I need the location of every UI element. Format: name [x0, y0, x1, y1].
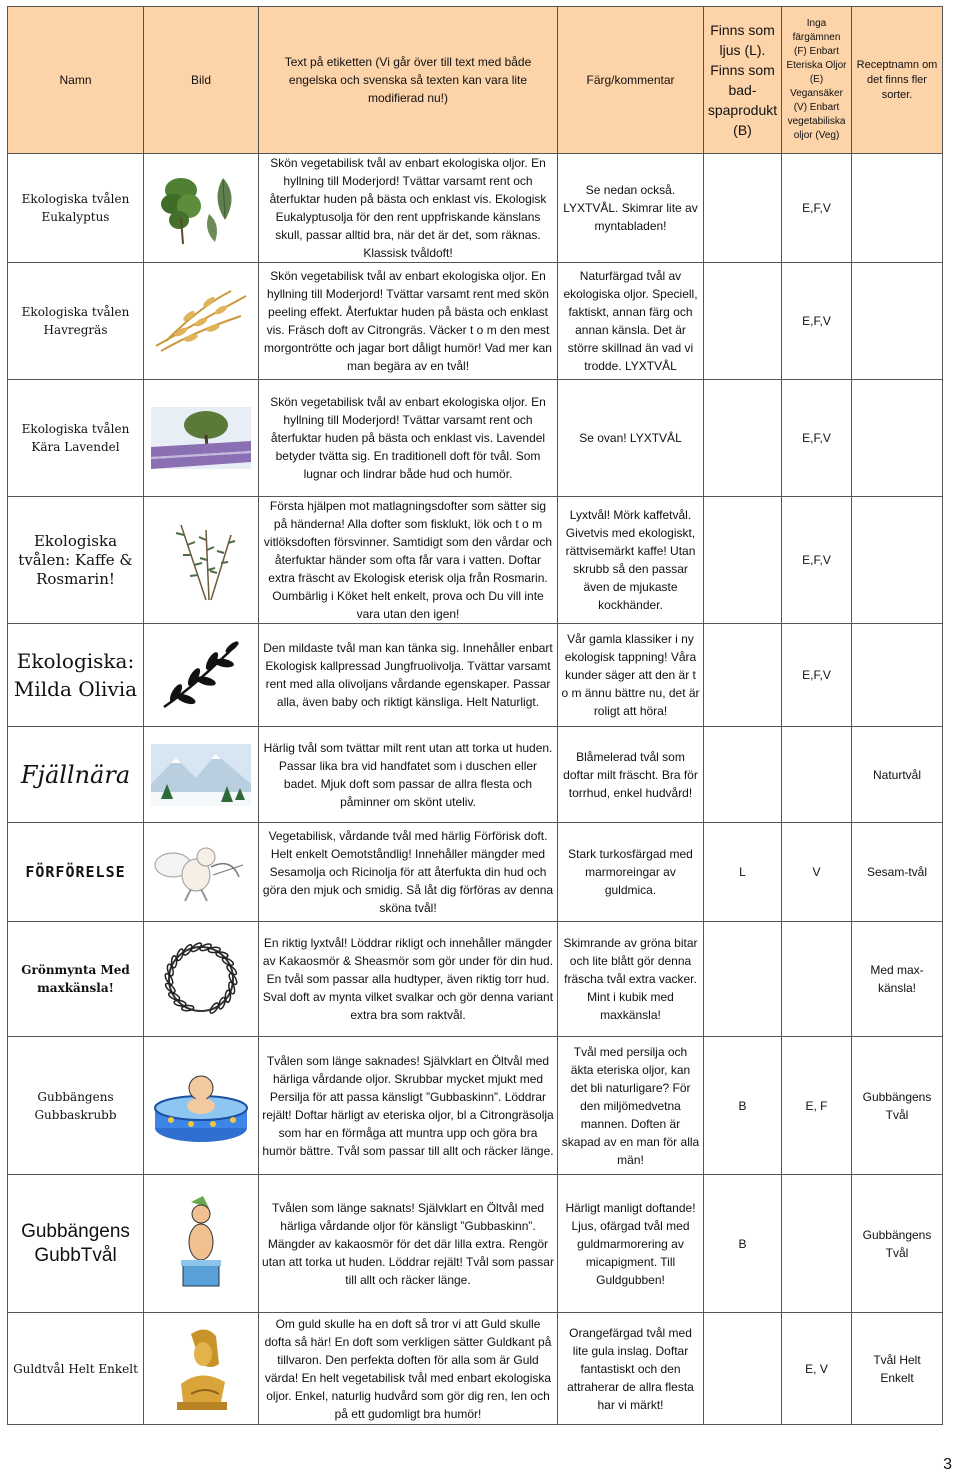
- label-text: Den mildaste tvål man kan tänka sig. Innehåller enbart Ekologisk kallpressad Jungfruolivolja. Tvättar varsamt rent med alla olivoljans vårdande egenskaper. Passar alla, även baby och riktigt känsliga. Helt Naturligt.: [259, 624, 558, 727]
- candle-bath: [704, 154, 782, 263]
- color-comment: Vår gamla klassiker i ny ekologisk tappning! Våra kunder säger att den är t o m ännu bättre nu, det är roligt att höra!: [558, 624, 704, 727]
- color-comment: Stark turkosfärgad med marmoreingar av guldmica.: [558, 823, 704, 922]
- candle-bath: [704, 263, 782, 380]
- label-text: Tvålen som länge saknades! Självklart en Öltvål med härliga vårdande oljor. Skrubbar mycket mjukt med Persilja för att passa känsligt ”Gubbaskinn”. Löddrar rejält! Doftar härligt av eteriska oljor, bl a Citrongräsolja som har en förmåga att muntra upp och göra bra humör bättre. Tvål som passar till allt och räcker länge.: [259, 1037, 558, 1175]
- man-in-tub-icon: [171, 1194, 231, 1294]
- product-name: Fjällnära: [8, 727, 144, 823]
- label-text: Vegetabilisk, vårdande tvål med härlig Förförisk doft. Helt enkelt Oemotståndlig! Innehåller mängder med Sesamolja och Ricinolja för att återfukta din hud och göra den mjuk och smidig. Så låt dig förföras av denna sköna tvål!: [259, 823, 558, 922]
- label-text: Första hjälpen mot matlagningsdofter som sätter sig på händerna! Alla dofter som fisklukt, lök och t o m vitlöksdoften försvinner. Samtidigt som den vårdar och återfuktar händer som ofta får vara i vatten. Doftar extra fräscht av Ekologisk eterisk olja från Rosmarin. Oumbärlig i Köket helt enkelt, prova och Du vill inte vara utan den igen!: [259, 497, 558, 624]
- product-image: [144, 154, 259, 263]
- recipe-name: [852, 497, 943, 624]
- product-image: [144, 727, 259, 823]
- candle-bath: B: [704, 1037, 782, 1175]
- recipe-name: Sesam-tvål: [852, 823, 943, 922]
- product-image: [144, 1175, 259, 1313]
- laurel-wreath-icon: [156, 934, 246, 1024]
- candle-bath: [704, 380, 782, 497]
- label-text: Om guld skulle ha en doft så tror vi att Guld skulle dofta så här! En doft som verkligen sätter Guldkant på tillvaron. Den perfekta doften för alla som är Guld värda! En helt vegetabilisk tvål med enbart ekologiska oljor. Enkel, naturlig hudvård som gör dig ren, len och på ett gudomligt bra humör!: [259, 1313, 558, 1425]
- header-color-comment: Färg/kommentar: [558, 7, 704, 154]
- color-comment: Tvål med persilja och äkta eteriska oljor, kan det bli naturligare? För den miljömedvetna mannen. Doften är skapad av en man för alla män!: [558, 1037, 704, 1175]
- flags: [782, 1175, 852, 1313]
- product-image: [144, 1313, 259, 1425]
- candle-bath: [704, 922, 782, 1037]
- label-text: Tvålen som länge saknats! Självklart en Öltvål med härliga vårdande oljor för känsligt ”Gubbaskinn”. Mängder av kakaosmör för det där lilla extra. Rengör utan att torka ut huden. Löddrar rejält! Tvål som passar till allt och räcker länge.: [259, 1175, 558, 1313]
- product-image: [144, 823, 259, 922]
- olive-branch-icon: [156, 635, 246, 715]
- eucalyptus-leaves-icon: [151, 168, 251, 248]
- product-name: Gubbängens Gubbaskrubb: [8, 1037, 144, 1175]
- label-text: Skön vegetabilisk tvål av enbart ekologiska oljor. En hyllning till Moderjord! Tvättar varsamt rent och återfuktar huden på bästa och enklast vis. Ekologisk Eukalyptusolja för den rent uppfriskande känslans skull, passar alltid bra, när det är det, som räknas. Klassisk tvåldoft!: [259, 154, 558, 263]
- color-comment: Orangefärgad tvål med lite gula inslag. Doftar fantastiskt och den attraherar de allra flesta har vi märkt!: [558, 1313, 704, 1425]
- label-text: Skön vegetabilisk tvål av enbart ekologiska oljor. En hyllning till Moderjord! Tvättar varsamt rent och återfuktar huden på bästa och enklast vis. Lavendel betyder tvätta sig. En traditionell doft för tvål. Som lugnar och lindrar både hud och humör.: [259, 380, 558, 497]
- header-candle-bath: Finns som ljus (L). Finns som bad-spaprodukt (B): [704, 7, 782, 154]
- flags: [782, 922, 852, 1037]
- product-image: [144, 922, 259, 1037]
- oat-grass-icon: [151, 286, 251, 356]
- product-image: [144, 263, 259, 380]
- golden-figure-icon: [161, 1324, 241, 1414]
- product-name: Ekologiska tvålen Eukalyptus: [8, 154, 144, 263]
- recipe-name: Tvål Helt Enkelt: [852, 1313, 943, 1425]
- cupid-icon: [151, 837, 251, 907]
- label-text: En riktig lyxtvål! Löddrar rikligt och innehåller mängder av Kakaosmör & Sheasmör som gör under för din hud. En tvål som passar alla hudtyper, även riktig torr hud. Sval doft av mynta vilket svalkar och gör denna variant extra bra som raktvål.: [259, 922, 558, 1037]
- header-label-text: Text på etiketten (Vi går över till text med både engelska och svenska så texten kan vara lite modifierad nu!): [259, 7, 558, 154]
- color-comment: Blåmelerad tvål som doftar milt fräscht. Bra för torrhud, enkel hudvård!: [558, 727, 704, 823]
- recipe-name: Naturtvål: [852, 727, 943, 823]
- product-image: [144, 1037, 259, 1175]
- flags: E, V: [782, 1313, 852, 1425]
- flags: [782, 727, 852, 823]
- recipe-name: Med max-känsla!: [852, 922, 943, 1037]
- table-row: [8, 154, 943, 263]
- table-row: [8, 727, 943, 823]
- table-row: [8, 922, 943, 1037]
- label-text: Skön vegetabilisk tvål av enbart ekologiska oljor. En hyllning till Moderjord! Tvättar varsamt rent med skön peeling effekt. Återfuktar huden på bästa och enklast vis. Fräsch doft av Citrongräs. Väcker t o m den mest morgontrötte och jagar bort dåligt humör! Vad mer kan man begära av en tvål!: [259, 263, 558, 380]
- product-image: [144, 380, 259, 497]
- header-recipe-name: Receptnamn om det finns fler sorter.: [852, 7, 943, 154]
- flags: E,F,V: [782, 497, 852, 624]
- product-name: Grönmynta Med maxkänsla!: [8, 922, 144, 1037]
- candle-bath: B: [704, 1175, 782, 1313]
- color-comment: Se ovan! LYXTVÅL: [558, 380, 704, 497]
- flags: E,F,V: [782, 154, 852, 263]
- product-name: Ekologiska tvålen: Kaffe & Rosmarin!: [8, 497, 144, 624]
- table-row: [8, 497, 943, 624]
- product-image: [144, 497, 259, 624]
- recipe-name: [852, 380, 943, 497]
- table-row: [8, 1313, 943, 1425]
- candle-bath: L: [704, 823, 782, 922]
- color-comment: Skimrande av gröna bitar och lite blått gör denna fräscha tvål extra vacker. Mint i kubik med maxkänsla!: [558, 922, 704, 1037]
- flags: V: [782, 823, 852, 922]
- lavender-field-icon: [151, 407, 251, 469]
- product-image: [144, 624, 259, 727]
- page-number: 3: [943, 1456, 952, 1473]
- man-in-pool-icon: [151, 1066, 251, 1146]
- color-comment: Se nedan också. LYXTVÅL. Skimrar lite av myntabladen!: [558, 154, 704, 263]
- label-text: Härlig tvål som tvättar milt rent utan att torka ut huden. Passar lika bra vid handfatet som i duschen eller badet. Mjuk doft som passar de allra flesta och påminner om skönt uteliv.: [259, 727, 558, 823]
- candle-bath: [704, 727, 782, 823]
- product-name: Gubbängens GubbTvål: [8, 1175, 144, 1313]
- recipe-name: Gubbängens Tvål: [852, 1175, 943, 1313]
- product-name: Guldtvål Helt Enkelt: [8, 1313, 144, 1425]
- color-comment: Härligt manligt doftande! Ljus, ofärgad tvål med guldmarmorering av micapigment. Till Guldgubben!: [558, 1175, 704, 1313]
- table-row: [8, 1037, 943, 1175]
- candle-bath: [704, 1313, 782, 1425]
- candle-bath: [704, 497, 782, 624]
- recipe-name: Gubbängens Tvål: [852, 1037, 943, 1175]
- color-comment: Naturfärgad tvål av ekologiska oljor. Speciell, faktiskt, annan färg och annan känsla. Det är större skillnad än vad vi trodde. LYXTVÅL: [558, 263, 704, 380]
- recipe-name: [852, 154, 943, 263]
- table-row: [8, 823, 943, 922]
- product-name: FÖRFÖRELSE: [8, 823, 144, 922]
- table-row: [8, 380, 943, 497]
- recipe-name: [852, 624, 943, 727]
- flags: E, F: [782, 1037, 852, 1175]
- mountain-landscape-icon: [151, 744, 251, 806]
- flags: E,F,V: [782, 380, 852, 497]
- recipe-name: [852, 263, 943, 380]
- color-comment: Lyxtvål! Mörk kaffetvål. Givetvis med ekologiskt, rättvisemärkt kaffe! Utan skrubb så den passar även de mjukaste kockhänder.: [558, 497, 704, 624]
- table-row: [8, 263, 943, 380]
- product-name: Ekologiska: Milda Olivia: [8, 624, 144, 727]
- rosemary-icon: [151, 515, 251, 605]
- table-row: [8, 1175, 943, 1313]
- product-name: Ekologiska tvålen Kära Lavendel: [8, 380, 144, 497]
- product-name: Ekologiska tvålen Havregräs: [8, 263, 144, 380]
- soap-product-table: [7, 6, 943, 1425]
- candle-bath: [704, 624, 782, 727]
- flags: E,F,V: [782, 263, 852, 380]
- header-row: [8, 7, 943, 154]
- header-name: Namn: [8, 7, 144, 154]
- flags: E,F,V: [782, 624, 852, 727]
- header-flags: Inga färgämnen (F) Enbart Eteriska Oljor (E) Vegansäker (V) Enbart vegetabiliska oljor (Veg): [782, 7, 852, 154]
- header-image: Bild: [144, 7, 259, 154]
- table-row: [8, 624, 943, 727]
